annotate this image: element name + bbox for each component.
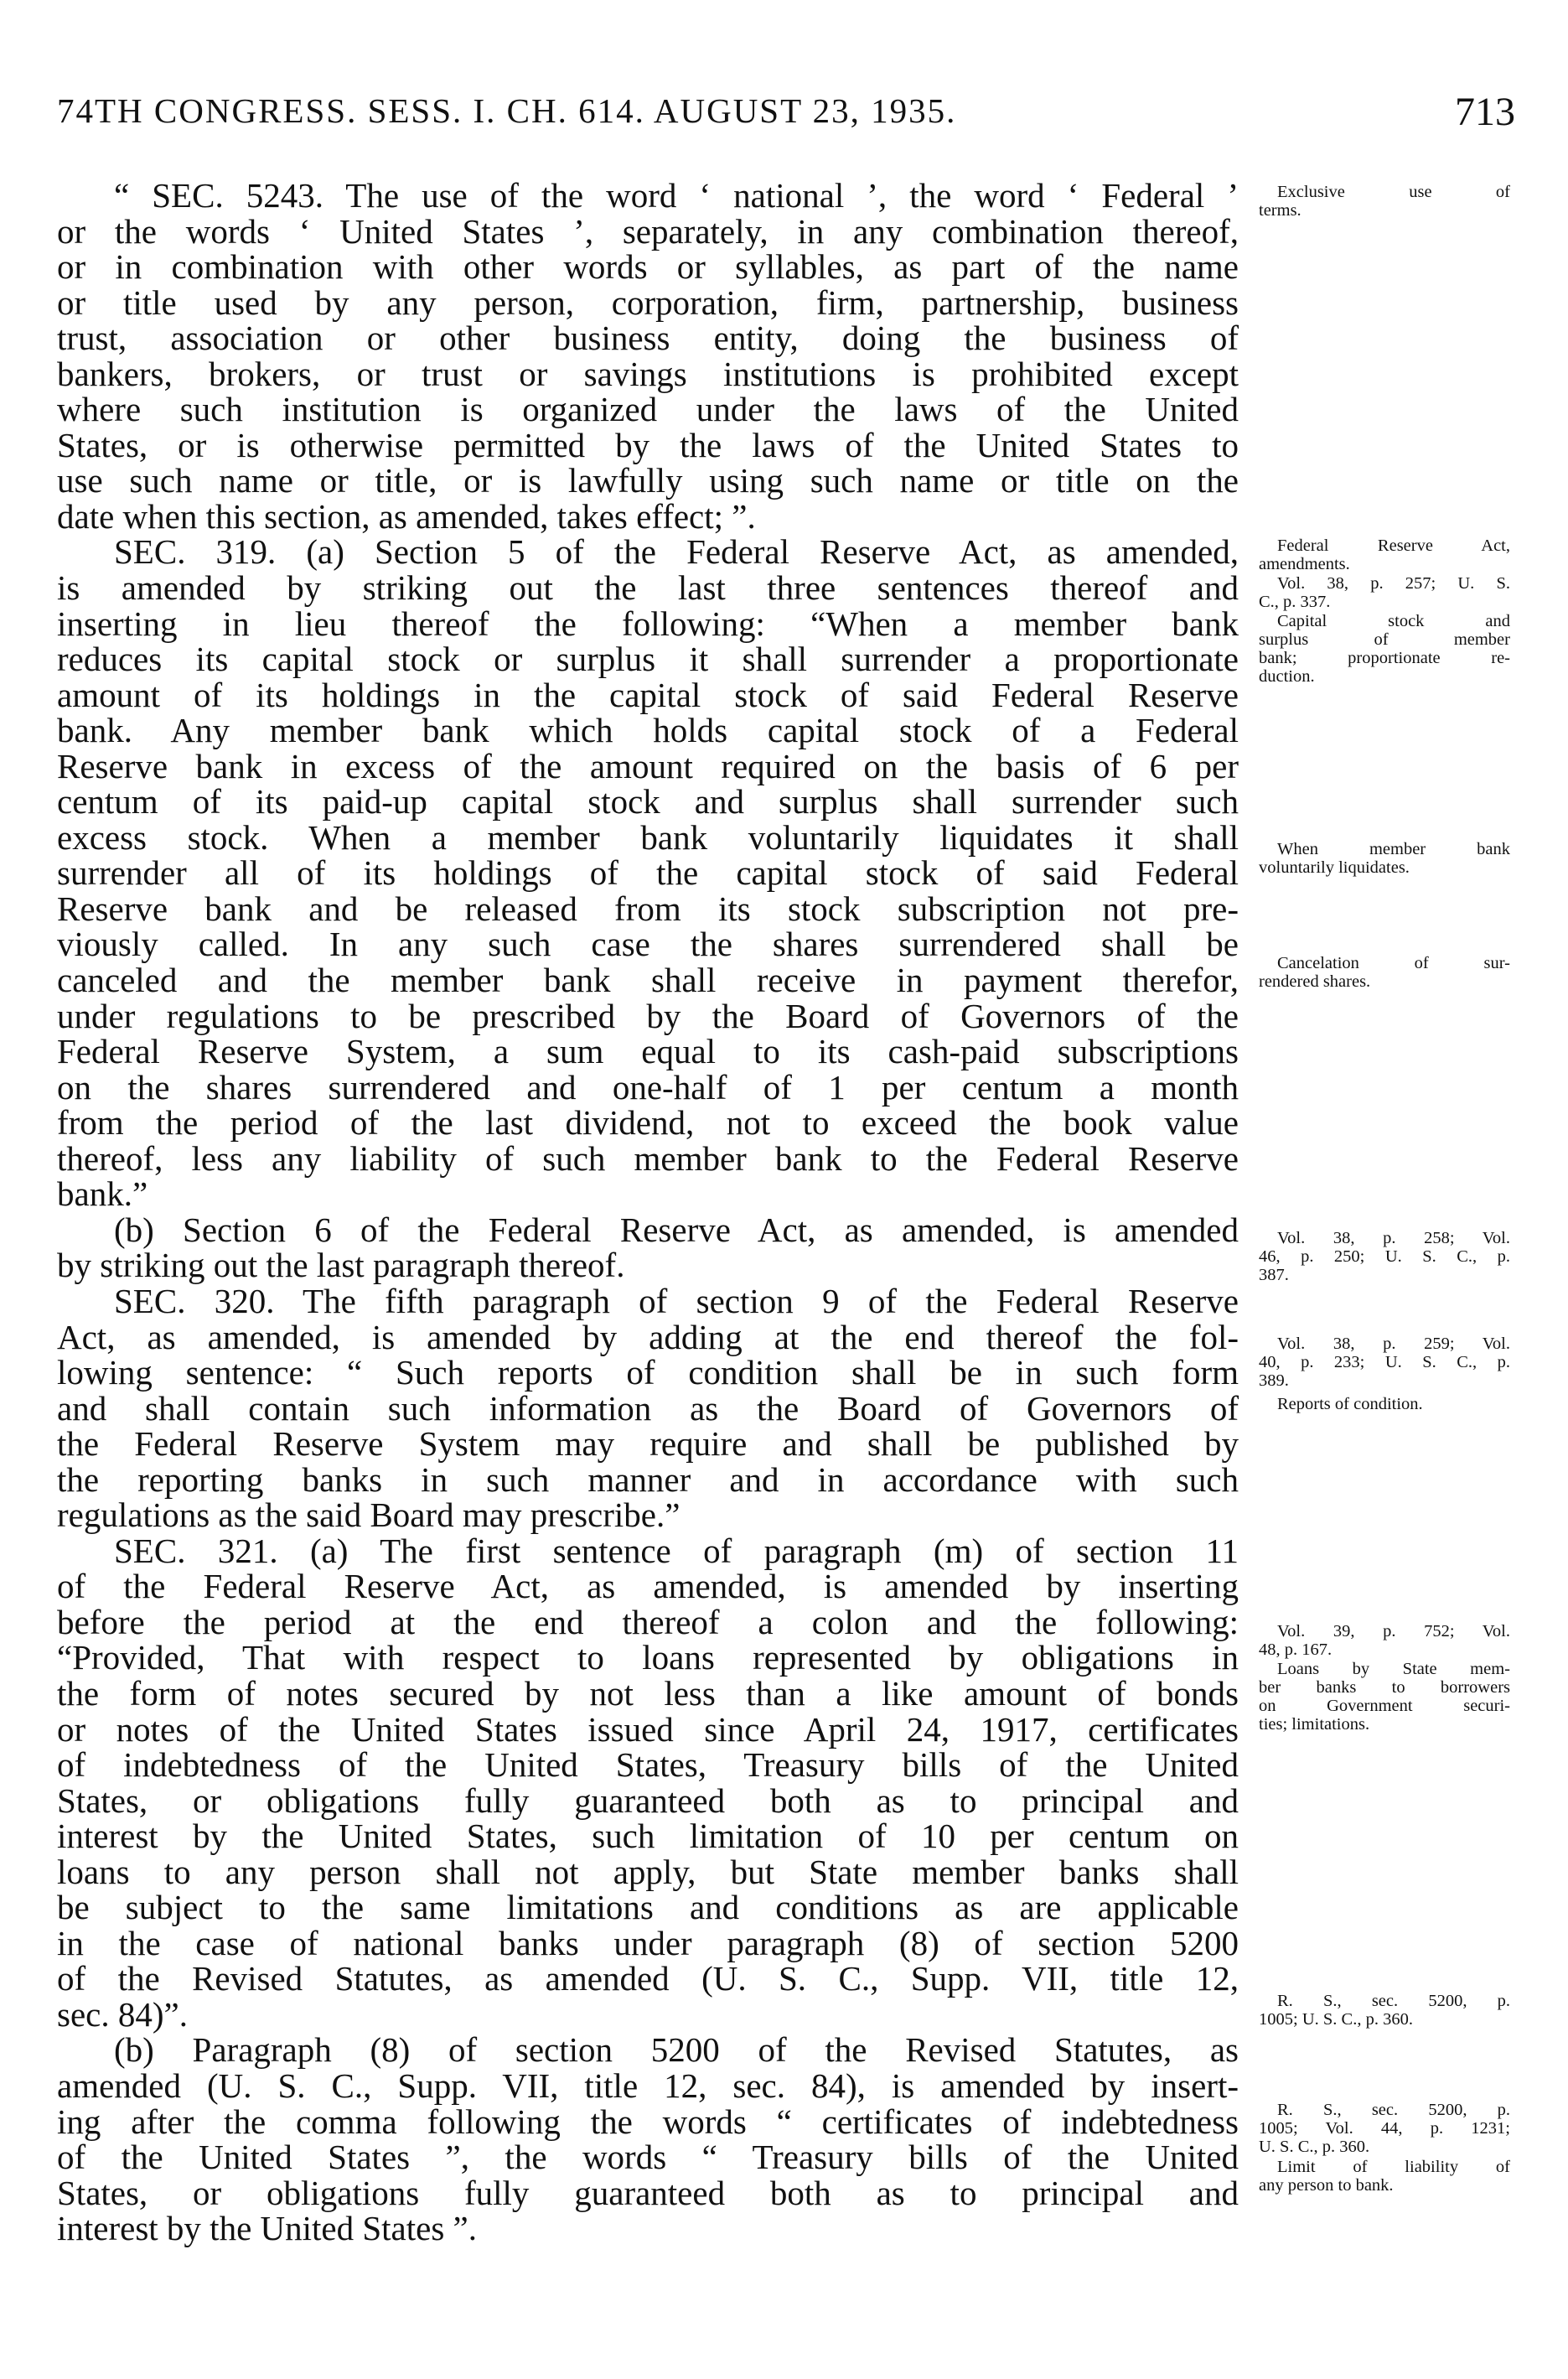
main-text bbox=[57, 178, 1239, 2247]
margin-note bbox=[1259, 574, 1510, 611]
text-line: excess stock. When a member bank voluntarily liquidates it shall bbox=[57, 817, 1239, 857]
page-header bbox=[57, 91, 1515, 141]
margin-note bbox=[1259, 536, 1510, 573]
margin-note bbox=[1259, 954, 1510, 991]
text-line: of the Revised Statutes, as amended (U. S. C., Supp. VII, title 12, bbox=[57, 1959, 1239, 1998]
margin-note bbox=[1259, 612, 1510, 686]
margin-note-line: any person to bank. bbox=[1259, 2176, 1394, 2195]
page-number: 713 bbox=[1455, 90, 1515, 134]
text-line: States, or obligations fully guaranteed both as to principal and bbox=[57, 2173, 1239, 2212]
text-line: (b) Section 6 of the Federal Reserve Act, as amended, is amended bbox=[114, 1210, 1239, 1249]
text-line: in the case of national banks under paragraph (8) of section 5200 bbox=[57, 1923, 1239, 1962]
margin-note-line: Reports of condition. bbox=[1277, 1395, 1423, 1413]
margin-note-line: 40, p. 233; U. S. C., p. bbox=[1259, 1353, 1510, 1371]
text-line: of the United States ”, the words “ Treasury bills of the United bbox=[57, 2138, 1239, 2177]
margin-note-line: Federal Reserve Act, bbox=[1277, 536, 1510, 555]
text-line: sec. 84)”. bbox=[57, 1994, 188, 2034]
text-line: SEC. 321. (a) The first sentence of paragraph (m) of section 11 bbox=[114, 1531, 1239, 1570]
margin-note bbox=[1259, 840, 1510, 877]
margin-note-line: C., p. 337. bbox=[1259, 593, 1331, 611]
text-line: interest by the United States, such limitation of 10 per centum on bbox=[57, 1817, 1239, 1856]
text-line: the reporting banks in such manner and in accordance with such bbox=[57, 1459, 1239, 1499]
margin-note-line: surplus of member bbox=[1259, 630, 1510, 649]
text-line: “ SEC. 5243. The use of the word ‘ national ’, the word ‘ Federal ’ bbox=[114, 176, 1239, 215]
margin-note-line: duction. bbox=[1259, 667, 1315, 686]
text-line: reduces its capital stock or surplus it shall surrender a proportionate bbox=[57, 640, 1239, 679]
margin-note-line: Capital stock and bbox=[1277, 612, 1510, 630]
margin-note-line: Loans by State mem- bbox=[1277, 1660, 1510, 1678]
text-line: Federal Reserve System, a sum equal to its cash-paid subscriptions bbox=[57, 1032, 1239, 1071]
text-line: before the period at the end thereof a colon and the following: bbox=[57, 1602, 1239, 1641]
text-line: loans to any person shall not apply, but State member banks shall bbox=[57, 1852, 1239, 1891]
margin-note-line: Limit of liability of bbox=[1277, 2158, 1510, 2176]
text-line: from the period of the last dividend, not to exceed the book value bbox=[57, 1103, 1239, 1143]
text-line: viously called. In any such case the shares surrendered shall be bbox=[57, 925, 1239, 964]
margin-note-line: Vol. 38, p. 257; U. S. bbox=[1277, 574, 1510, 593]
margin-note-line: terms. bbox=[1259, 201, 1301, 220]
margin-note-line: Vol. 39, p. 752; Vol. bbox=[1277, 1622, 1510, 1640]
margin-note bbox=[1259, 183, 1510, 220]
margin-note bbox=[1259, 1622, 1510, 1659]
margin-note-line: 387. bbox=[1259, 1266, 1289, 1284]
text-line: on the shares surrendered and one-half of 1 per centum a month bbox=[57, 1067, 1239, 1107]
text-line: SEC. 319. (a) Section 5 of the Federal Reserve Act, as amended, bbox=[114, 532, 1239, 572]
text-line: (b) Paragraph (8) of section 5200 of the Revised Statutes, as bbox=[114, 2030, 1239, 2070]
text-line: is amended by striking out the last three sentences thereof and bbox=[57, 568, 1239, 608]
margin-note-line: U. S. C., p. 360. bbox=[1259, 2138, 1370, 2156]
text-line: or notes of the United States issued since April 24, 1917, certificates bbox=[57, 1709, 1239, 1749]
text-line: bank. Any member bank which holds capital stock of a Federal bbox=[57, 711, 1239, 750]
margin-note-line: bank; proportionate re- bbox=[1259, 649, 1510, 667]
margin-note-line: 46, p. 250; U. S. C., p. bbox=[1259, 1247, 1510, 1266]
text-line: where such institution is organized under the laws of the United bbox=[57, 390, 1239, 429]
text-line: date when this section, as amended, takes effect; ”. bbox=[57, 496, 756, 536]
text-line: trust, association or other business entity, doing the business of bbox=[57, 319, 1239, 358]
running-title: 74TH CONGRESS. SESS. I. CH. 614. AUGUST 23, 1935. bbox=[57, 91, 957, 130]
margin-note-line: Vol. 38, p. 259; Vol. bbox=[1277, 1335, 1510, 1353]
text-line: canceled and the member bank shall receive in payment therefor, bbox=[57, 961, 1239, 1000]
text-line: Act, as amended, is amended by adding at the end thereof the fol- bbox=[57, 1317, 1239, 1356]
text-line: ing after the comma following the words “ certificates of indebtedness bbox=[57, 2102, 1239, 2141]
margin-note-line: amendments. bbox=[1259, 555, 1350, 573]
text-line: under regulations to be prescribed by the Board of Governors of the bbox=[57, 996, 1239, 1035]
margin-note-line: R. S., sec. 5200, p. bbox=[1277, 1992, 1510, 2010]
text-line: SEC. 320. The fifth paragraph of section 9 of the Federal Reserve bbox=[114, 1281, 1239, 1320]
text-line: by striking out the last paragraph thereof. bbox=[57, 1246, 625, 1285]
text-line: or title used by any person, corporation, firm, partnership, business bbox=[57, 282, 1239, 322]
text-line: bank.” bbox=[57, 1174, 148, 1214]
margin-note bbox=[1259, 1229, 1510, 1284]
text-line: thereof, less any liability of such member bank to the Federal Reserve bbox=[57, 1138, 1239, 1178]
margin-note-line: voluntarily liquidates. bbox=[1259, 858, 1410, 877]
text-line: or in combination with other words or syllables, as part of the name bbox=[57, 247, 1239, 287]
text-line: Reserve bank and be released from its stock subscription not pre- bbox=[57, 889, 1239, 928]
margin-note bbox=[1259, 2158, 1510, 2195]
text-line: amended (U. S. C., Supp. VII, title 12, sec. 84), is amended by insert- bbox=[57, 2065, 1239, 2105]
margin-note bbox=[1259, 1395, 1510, 1413]
text-line: Reserve bank in excess of the amount required on the basis of 6 per bbox=[57, 746, 1239, 785]
text-line: interest by the United States ”. bbox=[57, 2209, 477, 2248]
margin-note-line: 48, p. 167. bbox=[1259, 1640, 1333, 1659]
text-line: amount of its holdings in the capital stock of said Federal Reserve bbox=[57, 675, 1239, 714]
text-line: States, or obligations fully guaranteed both as to principal and bbox=[57, 1780, 1239, 1820]
text-line: and shall contain such information as the Board of Governors of bbox=[57, 1388, 1239, 1428]
margin-note bbox=[1259, 1992, 1510, 2029]
margin-note-line: ber banks to borrowers bbox=[1259, 1678, 1510, 1697]
margin-note-line: 1005; Vol. 44, p. 1231; bbox=[1259, 2119, 1510, 2138]
margin-note bbox=[1259, 2101, 1510, 2156]
text-line: inserting in lieu thereof the following: “When a member bank bbox=[57, 604, 1239, 643]
text-line: or the words ‘ United States ’, separately, in any combination thereof, bbox=[57, 211, 1239, 251]
text-line: centum of its paid-up capital stock and surplus shall surrender such bbox=[57, 782, 1239, 822]
text-line: “Provided, That with respect to loans represented by obligations in bbox=[57, 1638, 1239, 1677]
margin-note-line: Vol. 38, p. 258; Vol. bbox=[1277, 1229, 1510, 1247]
margin-note-line: on Government securi- bbox=[1259, 1697, 1510, 1715]
margin-note-line: 389. bbox=[1259, 1371, 1289, 1390]
text-line: regulations as the said Board may prescribe.” bbox=[57, 1495, 681, 1535]
margin-note-line: Cancelation of sur- bbox=[1277, 954, 1510, 972]
text-line: the form of notes secured by not less than a like amount of bonds bbox=[57, 1673, 1239, 1713]
margin-note bbox=[1259, 1335, 1510, 1390]
margin-note bbox=[1259, 1660, 1510, 1734]
text-line: bankers, brokers, or trust or savings institutions is prohibited except bbox=[57, 354, 1239, 393]
text-line: be subject to the same limitations and conditions as are applicable bbox=[57, 1888, 1239, 1927]
text-line: surrender all of its holdings of the capital stock of said Federal bbox=[57, 853, 1239, 893]
margin-note-line: When member bank bbox=[1277, 840, 1510, 858]
margin-note-line: Exclusive use of bbox=[1277, 183, 1510, 201]
text-line: of indebtedness of the United States, Treasury bills of the United bbox=[57, 1745, 1239, 1785]
margin-note-line: ties; limitations. bbox=[1259, 1715, 1370, 1734]
text-line: of the Federal Reserve Act, as amended, is amended by inserting bbox=[57, 1567, 1239, 1606]
margin-note-line: R. S., sec. 5200, p. bbox=[1277, 2101, 1510, 2119]
text-line: lowing sentence: “ Such reports of condition shall be in such form bbox=[57, 1353, 1239, 1392]
margin-note-line: rendered shares. bbox=[1259, 972, 1371, 991]
text-line: use such name or title, or is lawfully using such name or title on the bbox=[57, 461, 1239, 500]
margin-note-line: 1005; U. S. C., p. 360. bbox=[1259, 2010, 1413, 2029]
text-line: the Federal Reserve System may require and shall be published by bbox=[57, 1424, 1239, 1464]
text-line: States, or is otherwise permitted by the laws of the United States to bbox=[57, 425, 1239, 464]
